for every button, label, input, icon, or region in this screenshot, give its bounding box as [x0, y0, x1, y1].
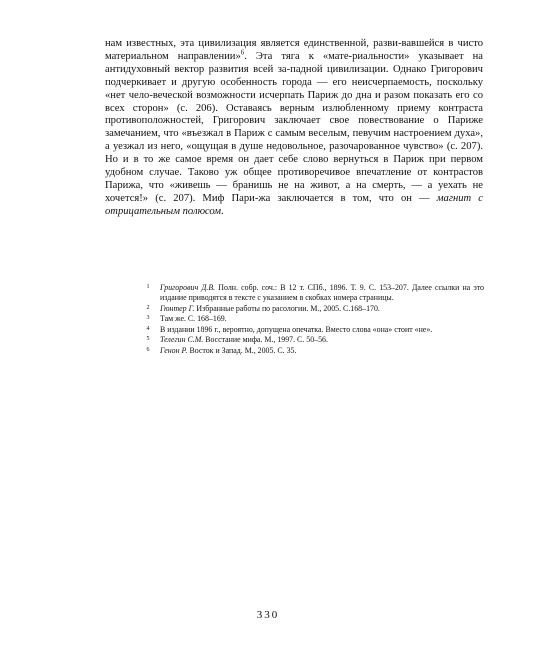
footnote-4 [143, 325, 484, 335]
footnote-author: Григорович Д.В. [160, 283, 216, 292]
footnotes-section [143, 283, 484, 356]
body-emphasis: магнит с отрицательным полюсом [105, 192, 484, 217]
footnote-2 [143, 304, 484, 314]
body-paragraph [105, 38, 483, 219]
footnote-number: 2 [146, 304, 150, 311]
footnote-number: 6 [146, 346, 150, 353]
footnote-6 [143, 346, 484, 356]
body-text-part1: нам известных, эта цивилизация является единственной, разви-вавшейся в чисто материальном направлении» [105, 38, 483, 62]
footnote-number: 3 [146, 315, 150, 321]
footnote-5 [143, 335, 484, 345]
page-number: 330 [256, 609, 280, 621]
footnote-author: Телегин С.М. [160, 335, 204, 344]
footnote-number: 5 [146, 336, 150, 342]
footnote-text: Там же. С. 168–169. [160, 314, 227, 323]
footnote-text: Восток и Запад. М., 2005. С. 35. [187, 345, 297, 355]
footnote-1 [143, 283, 484, 303]
footnote-author: Генон Р. [160, 345, 188, 355]
footnote-text: Восстание мифа. М., 1997. С. 50–56. [203, 335, 328, 344]
footnote-text: Избранные работы по расологии. М., 2005. С.168–170. [194, 303, 380, 313]
footnote-number: 4 [146, 325, 150, 332]
main-text-block [105, 38, 483, 219]
footnote-text: Полн. собр. соч.: В 12 т. СПб., 1896. Т. 9. С. 153–207. Далее ссылки на это издание приводятся в тексте с указанием в скобках номера страницы. [160, 283, 484, 302]
footnote-text: В издании 1896 г., вероятно, допущена опечатка. Вместо слова «она» стоит «не». [160, 324, 433, 334]
body-text-end: . [221, 205, 224, 217]
footnote-reference-6[interactable]: 6 [240, 48, 245, 57]
footnote-number: 1 [146, 284, 150, 290]
footnote-author: Гюнтер Г. [160, 303, 195, 313]
footnote-3 [143, 314, 484, 324]
body-text-part2: . Эта тяга к «мате-риальности» указывает на антидуховный вектор развития всей за-падной цивилизации. Однако Григорович подчеркивает и другую особенность города — его неисчерпаемость, поскольку «нет чело-веческой возможности исчерпать Париж до дна и разом показать его со всех сторон» (с. 206). Оставаясь верным излюбленному приему контраста противоположностей, Григорович заключает свое повествование о Париже замечанием, что «въезжал в Париж с самым веселым, певучим настроением духа», а уезжал из него, «ощущая в душе недовольное, разочарованное чувство» (с. 207). Но и в то же самое время он дает себе слово вернуться в Париж при первом удобном случае. Таково уж общее противоречивое впечатление от контрастов Парижа, что «живешь — бранишь не на живот, а на смерть, — а уехать не хочется!» (с. 207). Миф Пари-жа заключается в том, что он — [105, 50, 483, 204]
